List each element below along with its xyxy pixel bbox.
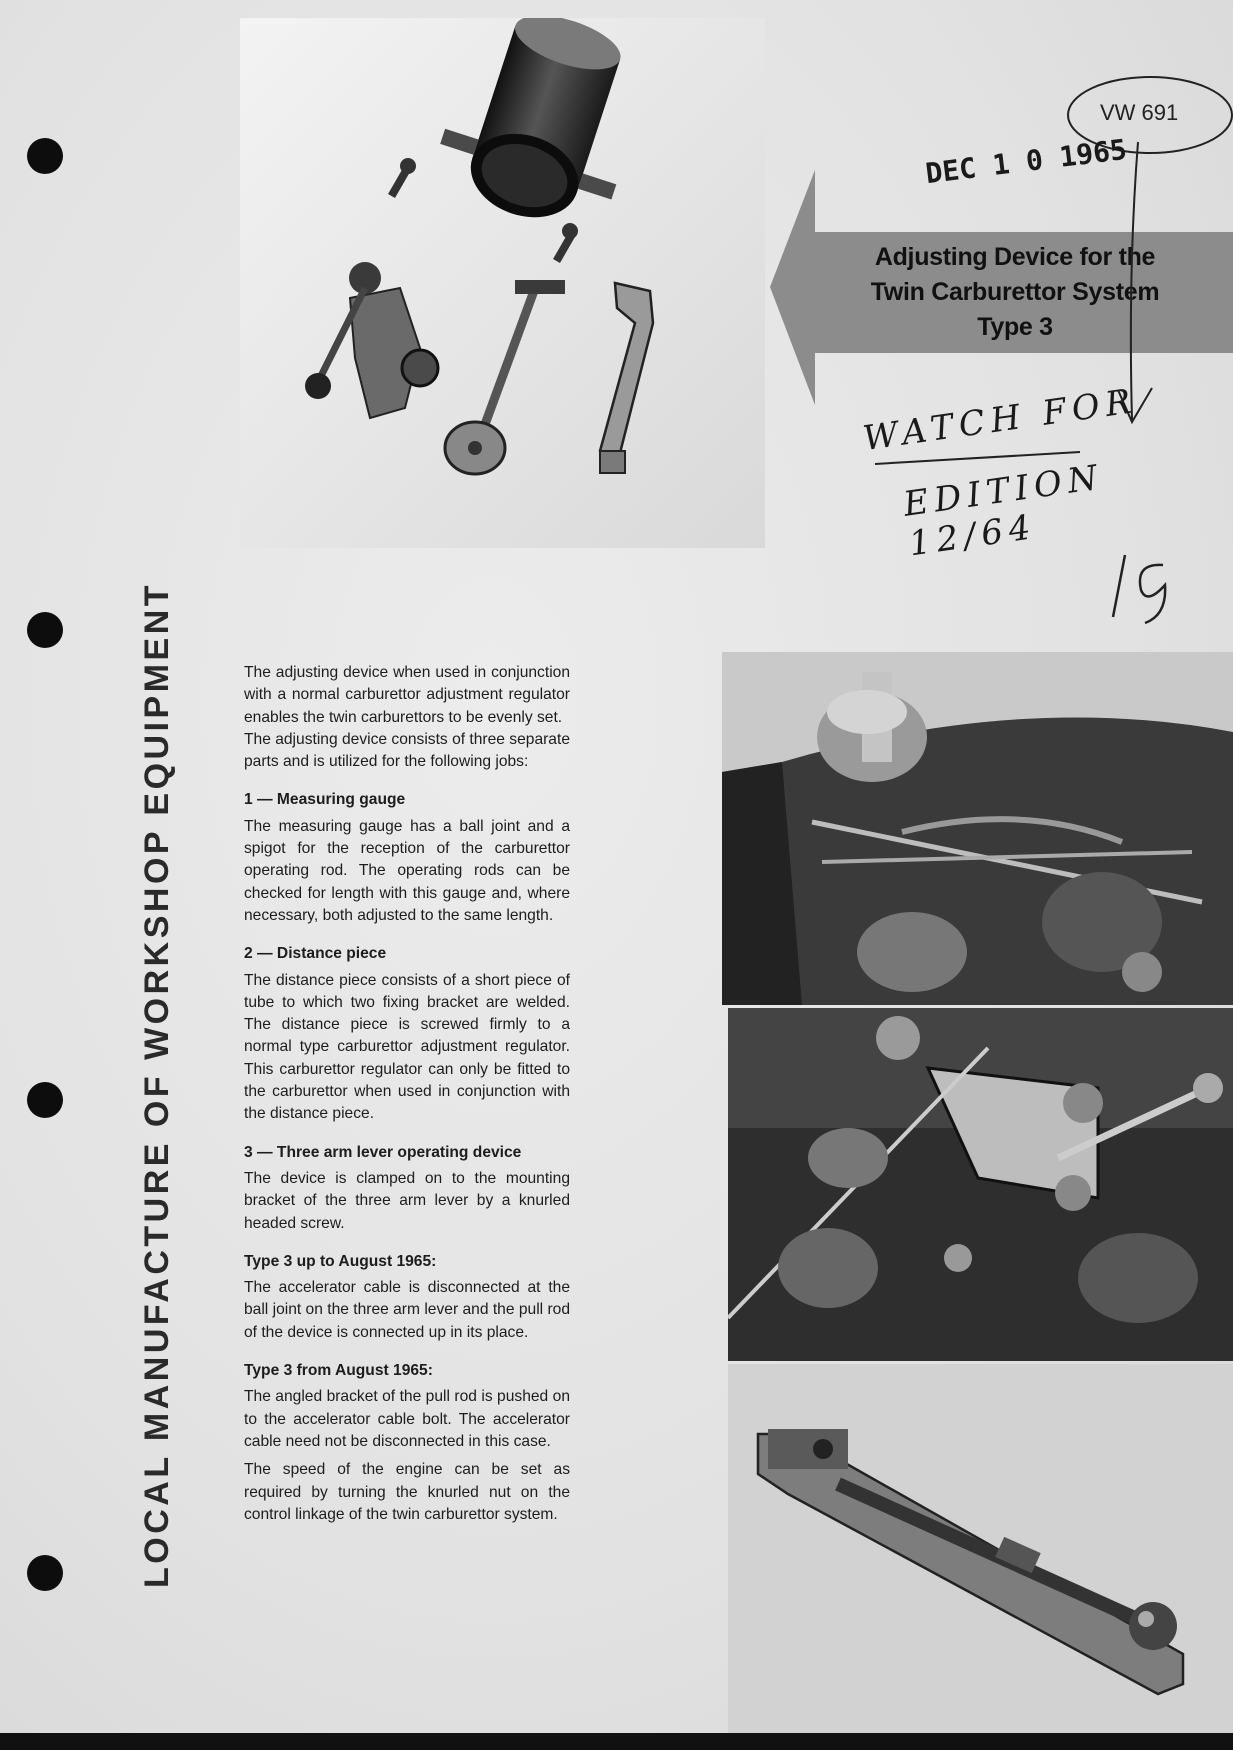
handwritten-initials <box>1105 535 1185 625</box>
pull-rod-photo <box>728 1364 1233 1733</box>
punch-hole-3 <box>27 1082 63 1118</box>
section-paragraph: The device is clamped on to the mounting bracket of the three arm lever by a knurled headed screw. <box>244 1169 570 1232</box>
document-number: VW 691 <box>1100 100 1179 125</box>
intro-paragraph-2: The adjusting device consists of three separate parts and is utilized for the following jobs: <box>244 730 570 771</box>
body-text <box>244 662 570 1526</box>
handwritten-note-line-1: WATCH FOR <box>860 380 1140 460</box>
tool-parts-photo <box>240 18 765 548</box>
title-line-3: Type 3 <box>977 313 1053 341</box>
punch-hole-1 <box>27 138 63 174</box>
section-paragraph: The accelerator cable is disconnected at the ball joint on the three arm lever and the pull rod of the device is connected up in its place. <box>244 1279 570 1341</box>
bottom-scan-edge <box>0 1733 1233 1750</box>
punch-hole-2 <box>27 612 63 648</box>
title-line-1: Adjusting Device for the <box>874 243 1156 271</box>
section-heading-up-to-august-1965: Type 3 up to August 1965: <box>244 1252 437 1270</box>
punch-hole-4 <box>27 1555 63 1591</box>
section-heading-from-august-1965: Type 3 from August 1965: <box>244 1362 433 1380</box>
date-stamp: DEC 1 0 1965 <box>923 132 1129 191</box>
section-heading-three-arm-lever: 3 — Three arm lever operating device <box>244 1143 522 1161</box>
engine-photo-linkage <box>728 1008 1233 1361</box>
intro-paragraph-1: The adjusting device when used in conjunction with a normal carburettor adjustment regulator enables the twin carburettors to be evenly set. <box>244 664 570 726</box>
section-heading-distance-piece: 2 — Distance piece <box>244 945 387 963</box>
section-paragraph: The angled bracket of the pull rod is pushed on to the accelerator cable bolt. The accelerator cable need not be disconnected in this case. <box>244 1388 570 1450</box>
title-line-2: Twin Carburettor System <box>870 278 1160 306</box>
section-heading-measuring-gauge: 1 — Measuring gauge <box>244 791 406 809</box>
section-paragraph: The measuring gauge has a ball joint and a spigot for the reception of the carburettor operating rod. The operating rods can be checked for length with this gauge and, where necessary, both adjusted to the same length. <box>244 817 570 924</box>
section-paragraph: The speed of the engine can be set as required by turning the knurled nut on the control linkage of the twin carburettor system. <box>244 1461 570 1523</box>
engine-photo-carburettor <box>722 652 1233 1005</box>
vertical-section-title: LOCAL MANUFACTURE OF WORKSHOP EQUIPMENT <box>138 581 176 1588</box>
tool-parts-illustration <box>240 18 765 548</box>
handwritten-note-line-2: EDITION 12/64 <box>901 457 1106 565</box>
section-paragraph: The distance piece consists of a short piece of tube to which two fixing bracket are welded. The distance piece is screwed firmly to a normal type carburettor adjustment regulator. This carburettor regulator can only be fitted to the carburettor when used in conjunction with the distance piece. <box>244 971 570 1123</box>
